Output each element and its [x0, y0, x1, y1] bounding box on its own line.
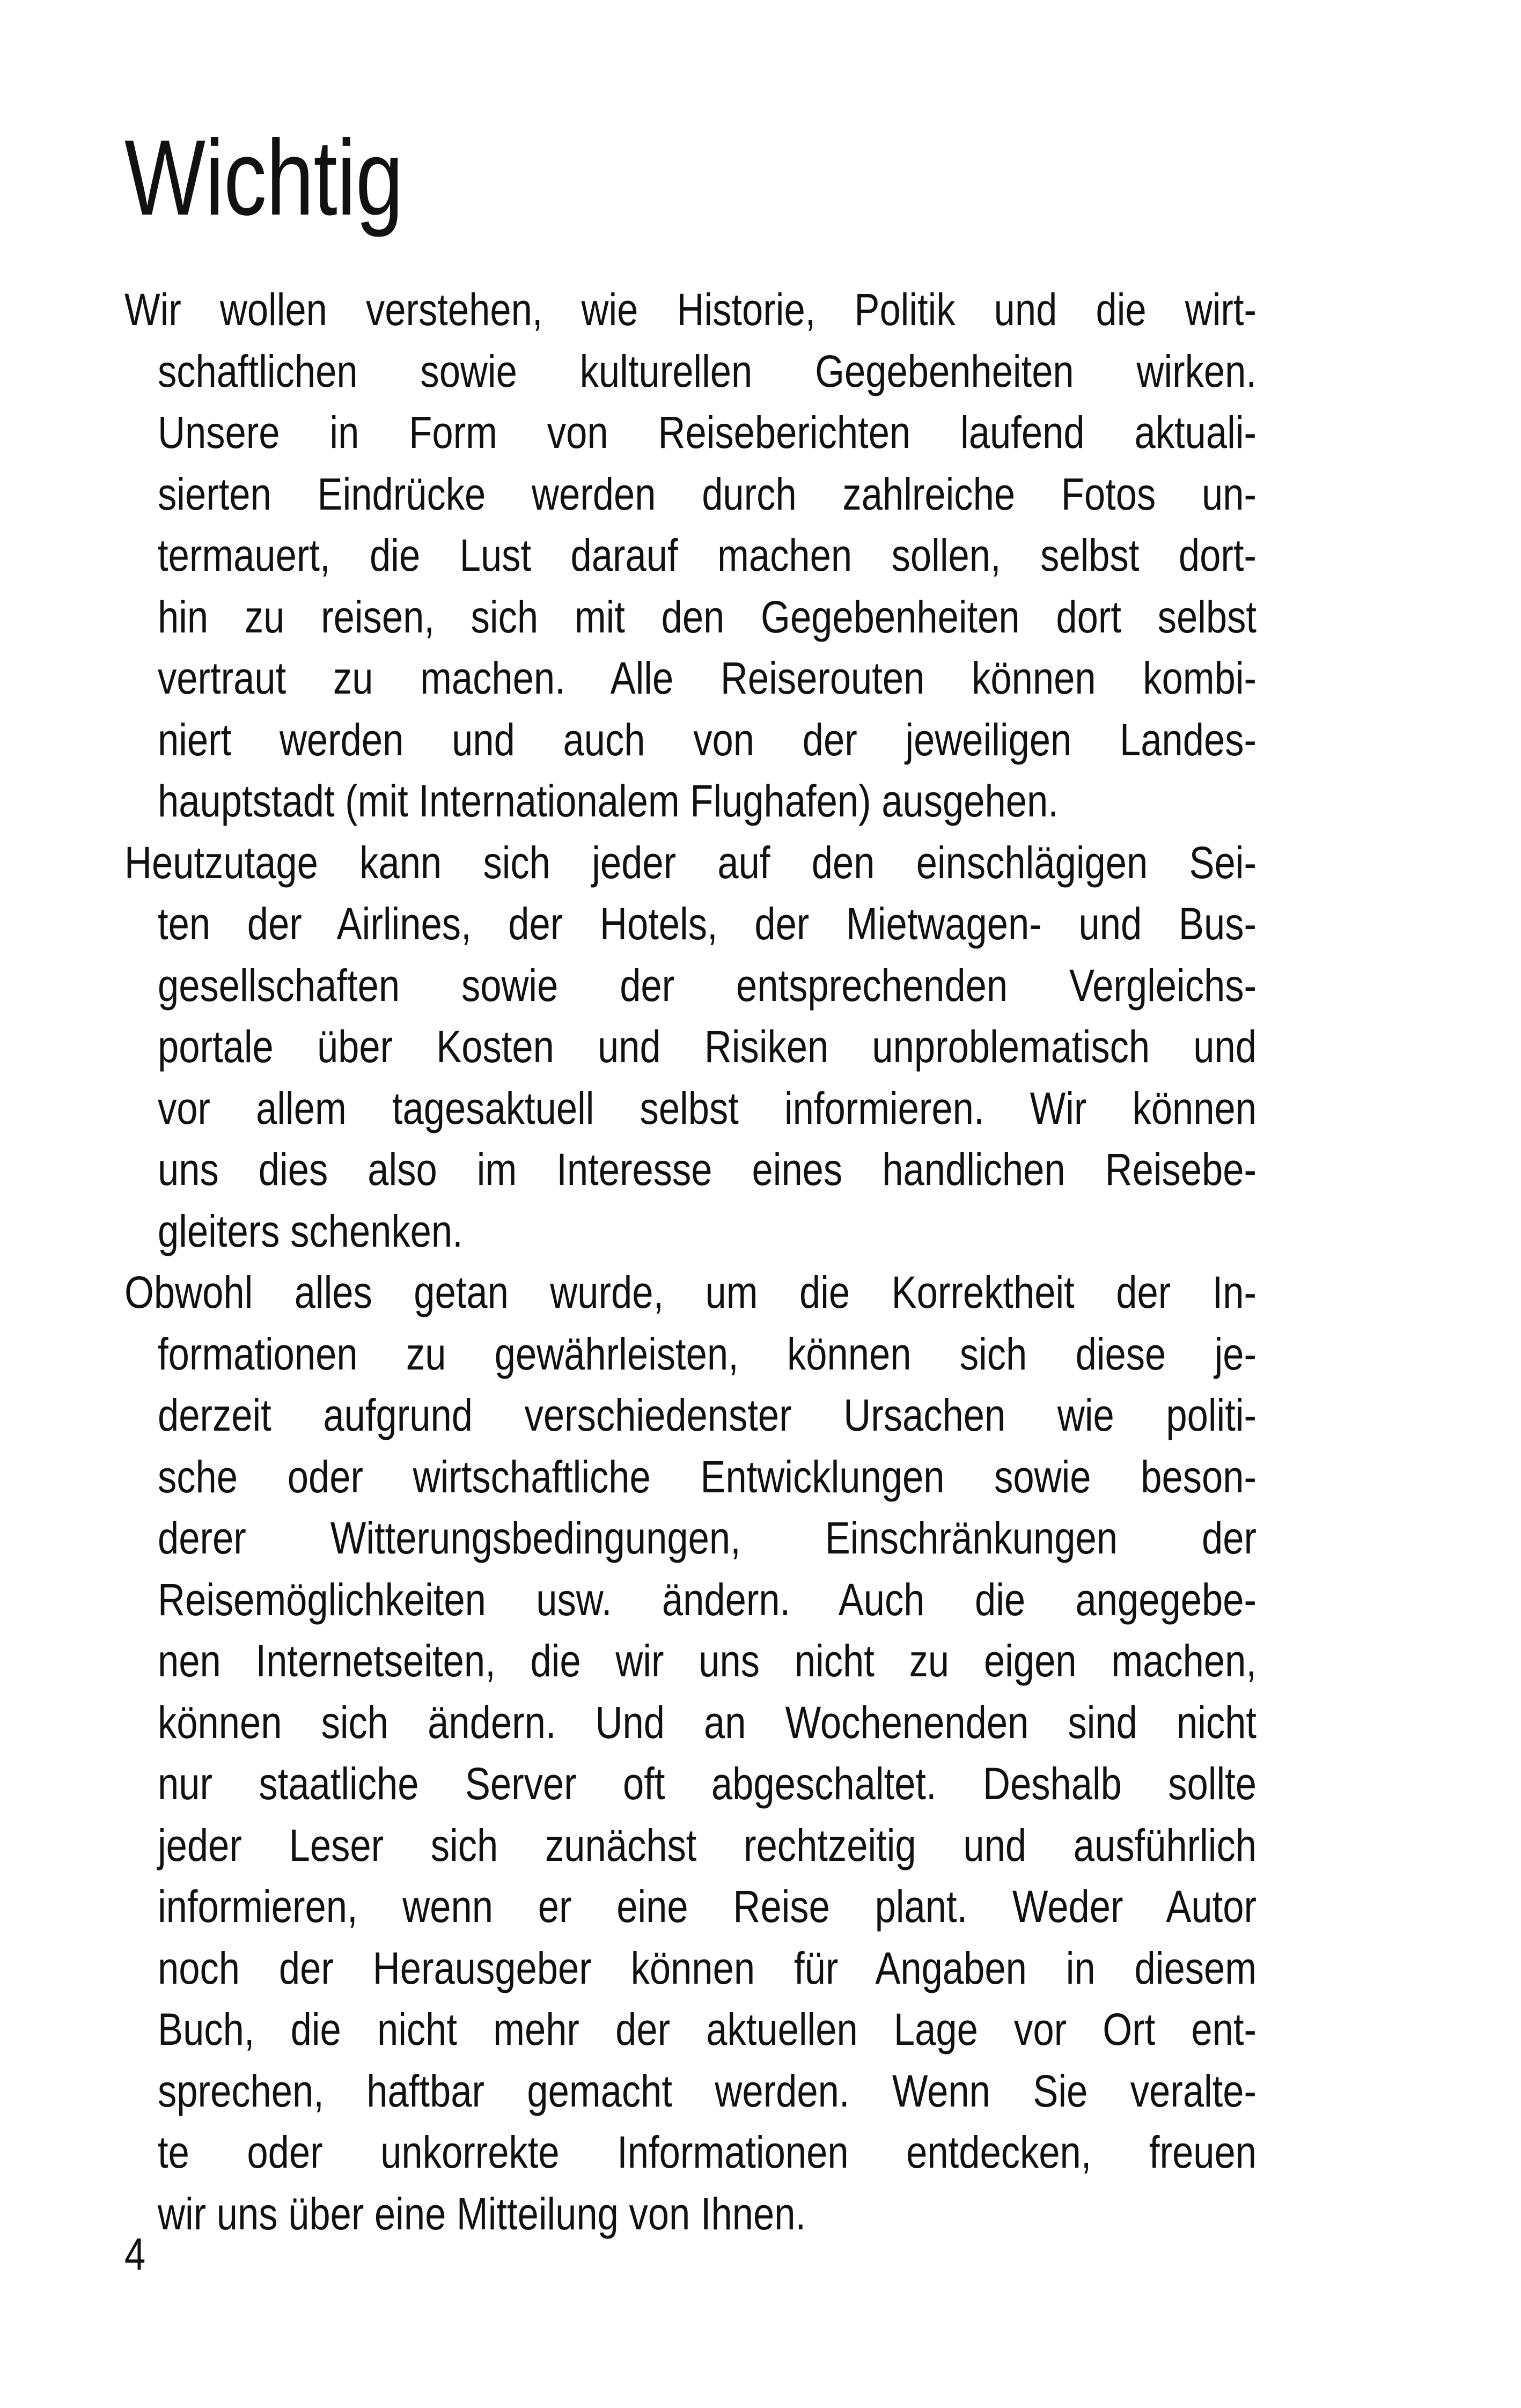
text-line: nen Internetseiten, die wir uns nicht zu eigen machen,	[158, 1636, 1257, 1686]
text-line: Obwohl alles getan wurde, um die Korrektheit der In-	[124, 1267, 1257, 1317]
text-line: schaftlichen sowie kulturellen Gegebenheiten wirken.	[158, 345, 1257, 396]
text-line: uns dies also im Interesse eines handlichen Reisebe-	[158, 1144, 1257, 1195]
text-line: formationen zu gewährleisten, können sich diese je-	[158, 1328, 1257, 1379]
paragraph-1	[124, 279, 1257, 832]
paragraph-2	[124, 832, 1257, 1262]
text-line: sprechen, haftbar gemacht werden. Wenn Sie veralte-	[158, 2065, 1257, 2116]
page-number: 4	[124, 2229, 146, 2279]
text-line: vertraut zu machen. Alle Reiserouten können kombi-	[158, 653, 1257, 703]
text-line: Heutzutage kann sich jeder auf den einschlägigen Sei-	[124, 837, 1257, 888]
text-line: sche oder wirtschaftliche Entwicklungen sowie beson-	[158, 1451, 1257, 1502]
text-line: ten der Airlines, der Hotels, der Mietwagen- und Bus-	[158, 899, 1257, 949]
text-line: termauert, die Lust darauf machen sollen, selbst dort-	[158, 530, 1257, 580]
text-line: niert werden und auch von der jeweiligen Landes-	[158, 714, 1257, 765]
text-line: informieren, wenn er eine Reise plant. Weder Autor	[158, 1881, 1257, 1932]
text-line: Reisemöglichkeiten usw. ändern. Auch die angegebe-	[158, 1574, 1257, 1625]
text-line: jeder Leser sich zunächst rechtzeitig und ausführlich	[158, 1820, 1257, 1871]
text-line: wir uns über eine Mitteilung von Ihnen.	[158, 2188, 806, 2239]
text-line: portale über Kosten und Risiken unproblematisch und	[158, 1021, 1257, 1072]
paragraph-3	[124, 1262, 1257, 2244]
text-line: können sich ändern. Und an Wochenenden sind nicht	[158, 1697, 1257, 1748]
text-line: te oder unkorrekte Informationen entdecken, freuen	[158, 2127, 1257, 2177]
text-line: gleiters schenken.	[158, 1205, 463, 1256]
text-line: Buch, die nicht mehr der aktuellen Lage vor Ort ent-	[158, 2004, 1257, 2054]
text-line: Unsere in Form von Reiseberichten laufend aktuali-	[158, 407, 1257, 458]
text-line: Wir wollen verstehen, wie Historie, Politik und die wirt-	[124, 284, 1257, 335]
body-text	[124, 279, 1257, 2244]
text-line: gesellschaften sowie der entsprechenden Vergleichs-	[158, 960, 1257, 1011]
text-line: hin zu reisen, sich mit den Gegebenheiten dort selbst	[158, 591, 1257, 642]
text-line: nur staatliche Server oft abgeschaltet. Deshalb sollte	[158, 1758, 1257, 1809]
text-line: derer Witterungsbedingungen, Einschränkungen der	[158, 1513, 1257, 1563]
text-line: sierten Eindrücke werden durch zahlreiche Fotos un-	[158, 468, 1257, 519]
text-line: derzeit aufgrund verschiedenster Ursachen wie politi-	[158, 1390, 1257, 1440]
page-title: Wichtig	[124, 118, 403, 238]
text-line: noch der Herausgeber können für Angaben in diesem	[158, 1942, 1257, 1993]
text-line: hauptstadt (mit Internationalem Flughafen) ausgehen.	[158, 776, 1059, 826]
text-line: vor allem tagesaktuell selbst informieren. Wir können	[158, 1083, 1257, 1133]
